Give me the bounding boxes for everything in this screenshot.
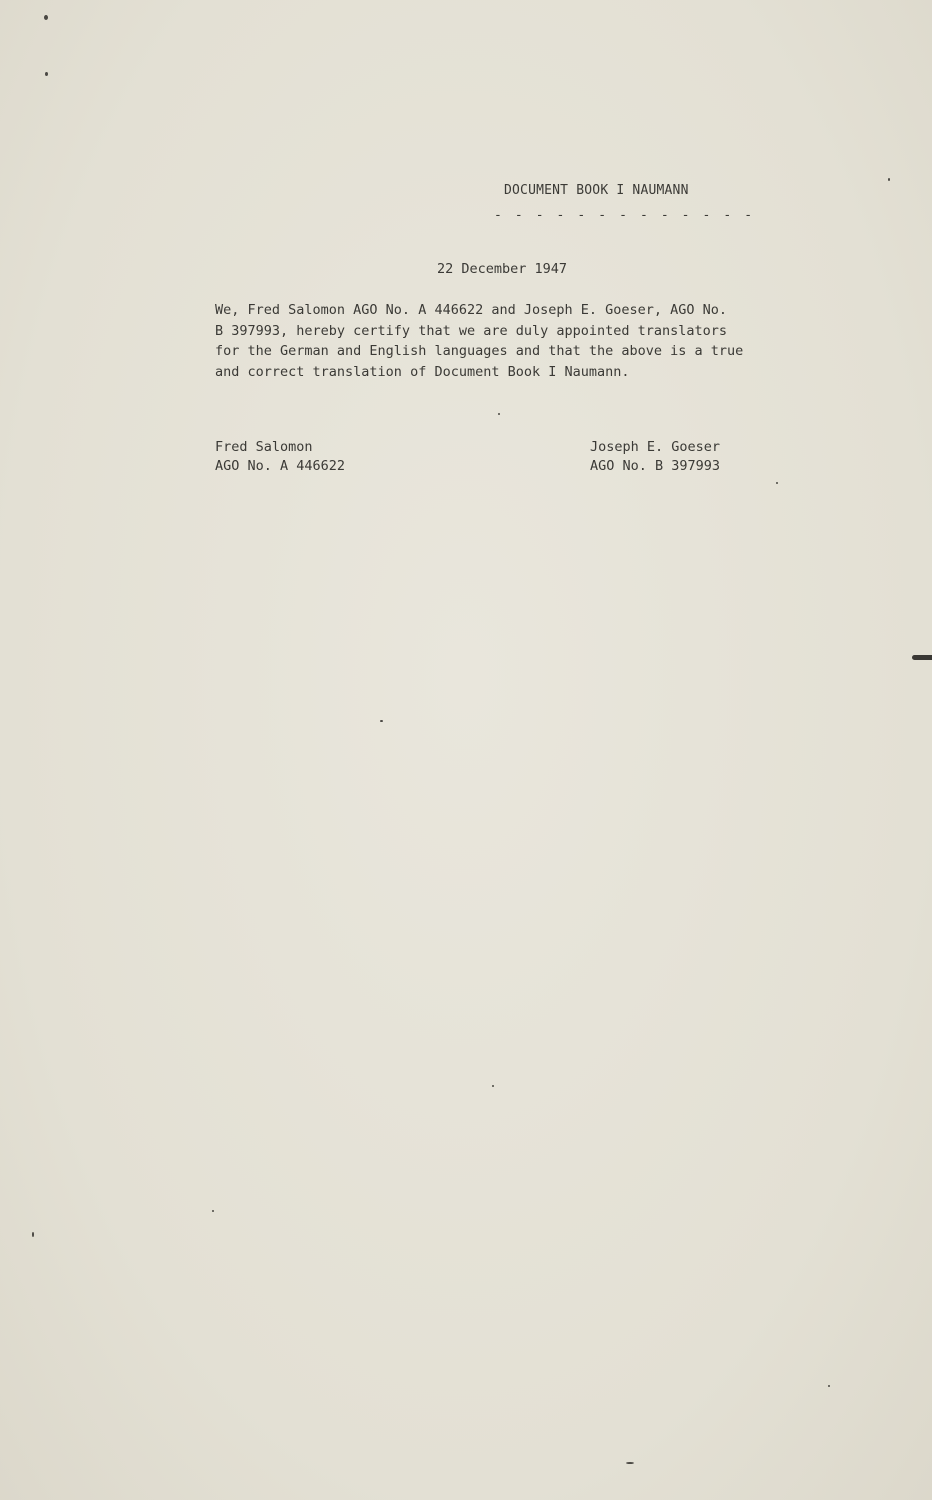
paper-speck [498, 413, 500, 415]
certification-paragraph [215, 300, 855, 382]
document-date: 22 December 1947 [437, 261, 568, 277]
paper-speck [888, 178, 890, 181]
document-title: DOCUMENT BOOK I NAUMANN [504, 183, 689, 198]
paper-speck [492, 1085, 494, 1087]
signature-block-salomon [215, 438, 345, 476]
certification-line: B 397993, hereby certify that we are duly appointed translators [215, 322, 728, 339]
paper-speck [626, 1462, 634, 1464]
certification-line: for the German and English languages and that the above is a true [215, 343, 744, 359]
signatory-name: Fred Salomon [215, 439, 313, 455]
paper-speck [380, 720, 383, 722]
paper-speck [212, 1210, 214, 1212]
paper-speck [776, 482, 778, 484]
signatory-ago-number: AGO No. A 446622 [215, 458, 346, 474]
signatory-name: Joseph E. Goeser [590, 439, 721, 455]
paper-speck [44, 15, 48, 20]
signature-block-goeser [590, 438, 720, 476]
certification-line: We, Fred Salomon AGO No. A 446622 and Joseph E. Goeser, AGO No. [215, 302, 728, 318]
paper-speck [45, 72, 48, 76]
paper-speck [32, 1232, 34, 1237]
title-underline: - - - - - - - - - - - - - [494, 208, 755, 223]
paper-speck [828, 1385, 830, 1387]
signatory-ago-number: AGO No. B 397993 [590, 458, 721, 474]
certification-line: and correct translation of Document Book I Naumann. [215, 363, 630, 380]
edge-mark [912, 655, 932, 660]
